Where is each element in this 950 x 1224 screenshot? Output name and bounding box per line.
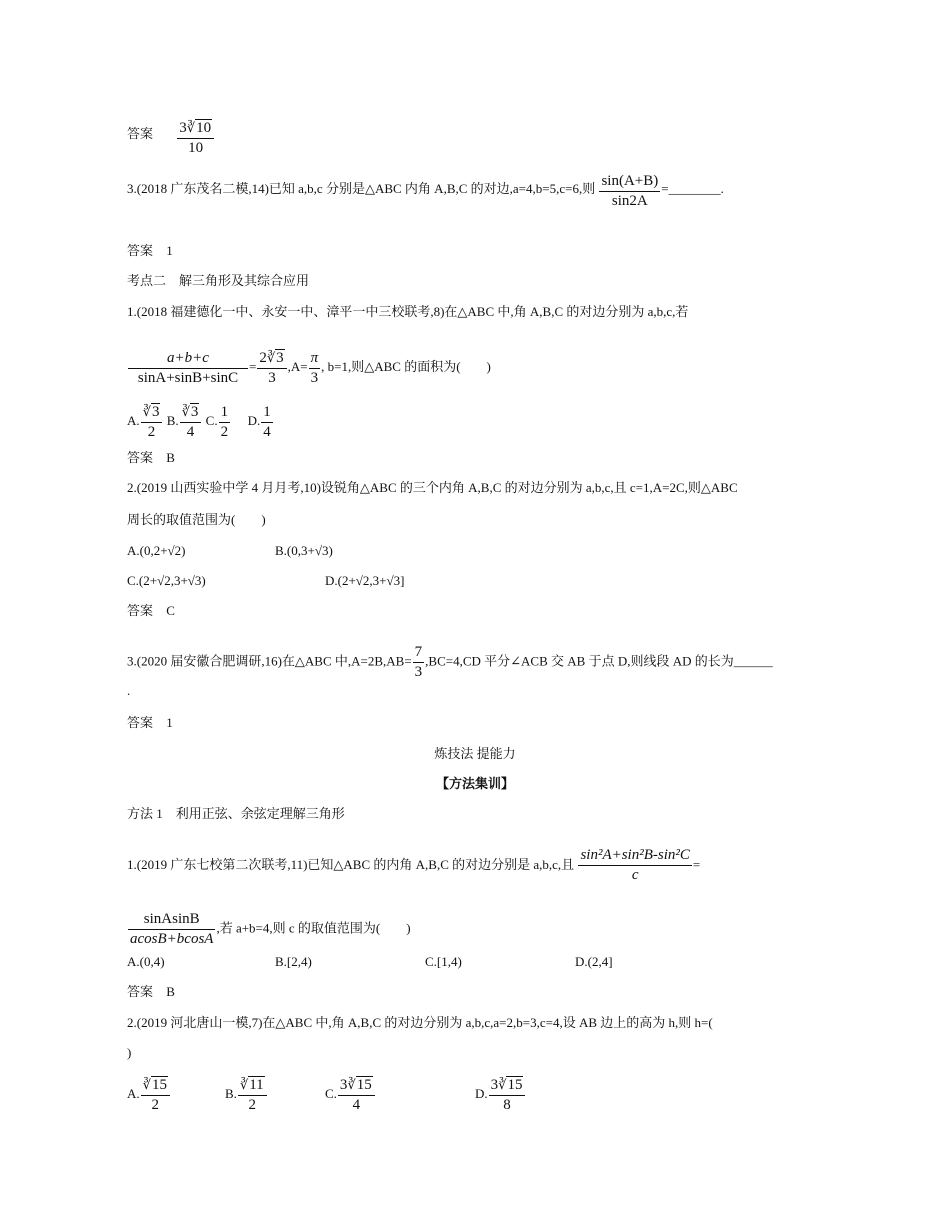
fraction-numerator: sin(A+B) — [599, 172, 660, 192]
fraction-denominator: sinA+sinB+sinC — [137, 369, 239, 386]
fraction-denominator: acosB+bcosA — [130, 931, 214, 947]
answer-value: B — [166, 450, 175, 465]
formula-fraction-sinAsinB — [128, 910, 215, 949]
question-1-formula: $\frac{a+b+c}{\sin A+\sin B+\sin C}$ = $\frac{2∛3}{3}$ ,A= $\frac{\pi}{3}$ , b=1,则△ABC 的面积为( ) — [127, 348, 491, 388]
answer-blank: =________. — [661, 181, 724, 196]
question-1-options — [127, 402, 274, 442]
question-3-dot: . — [127, 683, 131, 698]
method-1-q2-option-c: C. $\frac{3∛15}{4}$ — [325, 1075, 376, 1115]
answer-line-1 — [127, 243, 173, 259]
answer-label: 答案 — [127, 126, 154, 141]
fraction-numerator: a+b+c — [128, 349, 248, 369]
equals-sign: = — [249, 358, 257, 374]
fraction-7-over-3: $\frac{7}{3}$ — [414, 644, 423, 680]
formula-fraction-sin-squares — [578, 846, 691, 885]
fraction-denominator: c — [631, 867, 639, 883]
question-2018-maoming — [127, 172, 724, 211]
answer-label: 答案 — [127, 450, 154, 465]
answer-line-0 — [127, 118, 215, 158]
question-2-option-c: C.(2+√2,3+√3) — [127, 573, 206, 588]
option-d: D. $\frac{1}{4}$ — [247, 403, 271, 440]
method-1-q2-option-a: A. $\frac{∛15}{2}$ — [127, 1075, 171, 1115]
equals-sign: = — [692, 857, 701, 872]
question-tail: ,若 a+b=4,则 c 的取值范围为( ) — [216, 920, 411, 936]
method-1-q1-option-b: B.[2,4) — [275, 954, 312, 969]
fraction-numerator: sinAsinB — [128, 910, 215, 930]
fraction-2-root3-over-3: $\frac{2∛3}{3}$ — [257, 348, 286, 388]
option-d-label: D. — [475, 1085, 488, 1101]
method-1-question-2-text: 2.(2019 河北唐山一模,7)在△ABC 中,角 A,B,C 的对边分别为 a,b,c,a=2,b=3,c=4,设 AB 边上的高为 h,则 h=( — [127, 1015, 713, 1030]
question-2-text: 2.(2019 山西实验中学 4 月月考,10)设锐角△ABC 的三个内角 A,B,C 的对边分别为 a,b,c,且 c=1,A=2C,则△ABC — [127, 480, 738, 495]
section-heading-2: 考点二 解三角形及其综合应用 — [127, 273, 310, 288]
question-2-option-b: B.(0,3+√3) — [275, 543, 333, 558]
section-subtitle: 【方法集训】 — [435, 776, 514, 791]
answer-line-4 — [127, 715, 173, 731]
answer-value: B — [166, 984, 175, 999]
question-2-option-d: D.(2+√2,3+√3] — [325, 573, 405, 588]
option-c-label: C. — [205, 412, 218, 428]
option-d-label: D. — [247, 412, 261, 428]
question-3 — [127, 643, 773, 682]
method-1-question-1 — [127, 846, 700, 885]
formula-fraction-main — [128, 349, 248, 388]
fraction-denominator: sin2A — [611, 193, 648, 209]
question-1-tail: , b=1,则△ABC 的面积为( ) — [321, 358, 491, 374]
method-1-heading: 方法 1 利用正弦、余弦定理解三角形 — [127, 806, 345, 821]
answer-line-3 — [127, 603, 175, 619]
question-2-option-a: A.(0,2+√2) — [127, 543, 186, 558]
option-b-label: B. — [166, 412, 179, 428]
fraction-numerator: sin²A+sin²B-sin²C — [578, 846, 691, 866]
method-1-q1-option-d: D.(2,4] — [575, 954, 613, 969]
answer-label: 答案 — [127, 243, 154, 258]
answer-value: 1 — [166, 715, 173, 730]
fraction-pi-over-3: $\frac{\pi}{3}$ — [310, 349, 319, 386]
question-3-text: 3.(2020 届安徽合肥调研,16)在△ABC 中,A=2B,AB= — [127, 653, 412, 669]
answer-line-2 — [127, 450, 175, 466]
answer-value: C — [166, 603, 175, 618]
question-fraction — [599, 172, 660, 211]
answer-label: 答案 — [127, 984, 154, 999]
method-1-question-1-line-2 — [127, 910, 411, 949]
question-1-text: 1.(2018 福建德化一中、永安一中、漳平一中三校联考,8)在△ABC 中,角 A,B,C 的对边分别为 a,b,c,若 — [127, 304, 689, 319]
option-a-label: A. — [127, 412, 140, 428]
section-title: 炼技法 提能力 — [434, 746, 516, 761]
method-1-q2-option-d: D. $\frac{3∛15}{8}$ — [475, 1075, 526, 1115]
answer-label: 答案 — [127, 603, 154, 618]
option-a-label: A. — [127, 1085, 140, 1101]
answer-label: 答案 — [127, 715, 154, 730]
question-text: 3.(2018 广东茂名二模,14)已知 a,b,c 分别是△ABC 内角 A,B,C 的对边,a=4,b=5,c=6,则 — [127, 181, 596, 196]
answer-fraction: $\frac{3∛10}{10}$ — [177, 118, 214, 158]
answer-line-5 — [127, 984, 175, 1000]
question-3-tail: ,BC=4,CD 平分∠ACB 交 AB 于点 D,则线段 AD 的长为______ — [425, 653, 773, 669]
option-b-label: B. — [225, 1085, 237, 1101]
method-1-q1-option-c: C.[1,4) — [425, 954, 462, 969]
option-b: B. $\frac{∛3}{4}$ — [167, 413, 203, 428]
method-1-q2-option-b: B. $\frac{∛11}{2}$ — [225, 1075, 268, 1115]
question-text: 1.(2019 广东七校第二次联考,11)已知△ABC 的内角 A,B,C 的对边分别是 a,b,c,且 — [127, 857, 575, 872]
option-a: A. $\frac{∛3}{2}$ — [127, 413, 163, 428]
method-1-question-2-text-2: ) — [127, 1045, 132, 1060]
answer-value: 1 — [166, 243, 173, 258]
method-1-q1-option-a: A.(0,4) — [127, 954, 165, 969]
option-c-label: C. — [325, 1085, 337, 1101]
option-c: C. $\frac{1}{2}$ — [205, 403, 229, 440]
question-2-text-2: 周长的取值范围为( ) — [127, 512, 266, 527]
